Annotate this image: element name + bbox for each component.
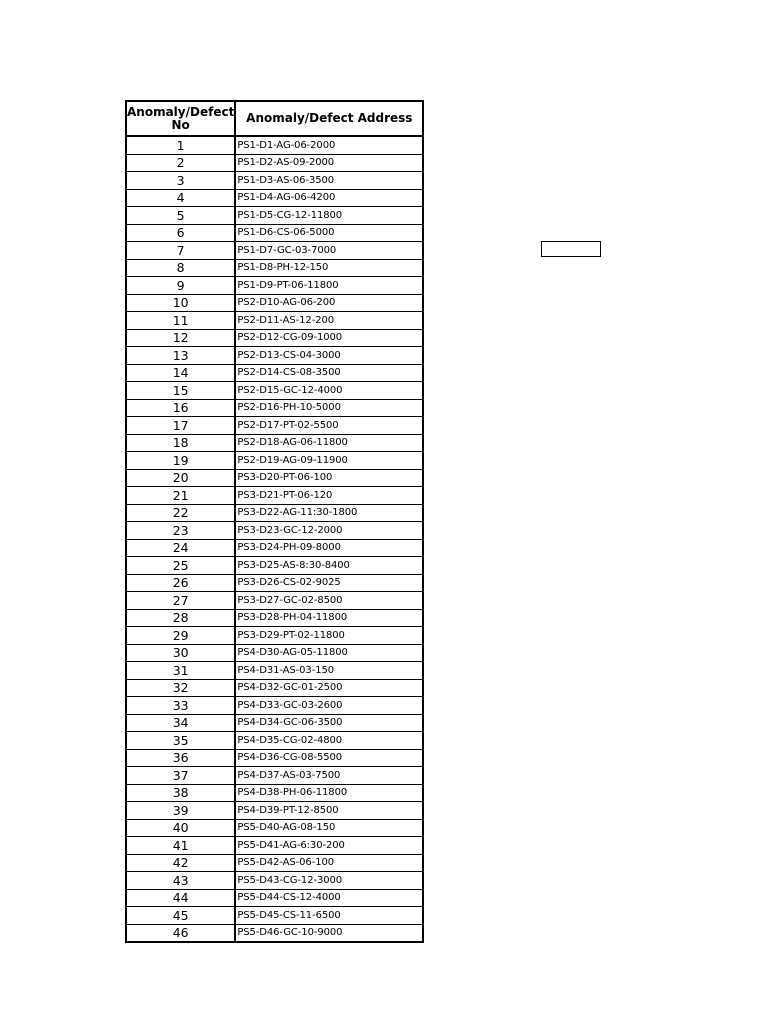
table-row xyxy=(126,837,423,855)
table-row xyxy=(126,539,423,557)
defect-address-cell: PS5-D44-CS-12-4000 xyxy=(235,889,423,907)
defect-number-cell: 13 xyxy=(126,347,235,365)
defect-number-cell: 37 xyxy=(126,767,235,785)
anomaly-defect-table xyxy=(125,100,424,943)
defect-address-cell: PS3-D22-AG-11:30-1800 xyxy=(235,504,423,522)
defect-number-cell: 24 xyxy=(126,539,235,557)
table-row xyxy=(126,294,423,312)
table-row xyxy=(126,889,423,907)
defect-address-cell: PS4-D36-CG-08-5500 xyxy=(235,749,423,767)
defect-address-cell: PS4-D37-AS-03-7500 xyxy=(235,767,423,785)
defect-address-cell: PS5-D42-AS-06-100 xyxy=(235,854,423,872)
defect-number-cell: 33 xyxy=(126,697,235,715)
defect-address-cell: PS3-D26-CS-02-9025 xyxy=(235,574,423,592)
defect-address-cell: PS2-D16-PH-10-5000 xyxy=(235,399,423,417)
defect-number-cell: 17 xyxy=(126,417,235,435)
defect-number-cell: 4 xyxy=(126,189,235,207)
defect-number-cell: 8 xyxy=(126,259,235,277)
table-row xyxy=(126,487,423,505)
defect-number-cell: 19 xyxy=(126,452,235,470)
defect-address-cell: PS2-D12-CG-09-1000 xyxy=(235,329,423,347)
table-row xyxy=(126,627,423,645)
defect-number-cell: 36 xyxy=(126,749,235,767)
defect-number-cell: 3 xyxy=(126,172,235,190)
defect-number-cell: 43 xyxy=(126,872,235,890)
defect-number-cell: 31 xyxy=(126,662,235,680)
defect-address-cell: PS3-D28-PH-04-11800 xyxy=(235,609,423,627)
defect-number-cell: 39 xyxy=(126,802,235,820)
defect-address-cell: PS1-D6-CS-06-5000 xyxy=(235,224,423,242)
defect-number-cell: 29 xyxy=(126,627,235,645)
defect-number-cell: 45 xyxy=(126,907,235,925)
defect-number-cell: 41 xyxy=(126,837,235,855)
defect-number-cell: 28 xyxy=(126,609,235,627)
table-body xyxy=(126,136,423,942)
table-row xyxy=(126,452,423,470)
defect-number-cell: 20 xyxy=(126,469,235,487)
table-row xyxy=(126,224,423,242)
empty-selected-cell[interactable] xyxy=(541,241,601,257)
defect-number-cell: 2 xyxy=(126,154,235,172)
table-row xyxy=(126,382,423,400)
table-row xyxy=(126,924,423,942)
defect-number-cell: 23 xyxy=(126,522,235,540)
defect-number-cell: 40 xyxy=(126,819,235,837)
defect-address-cell: PS2-D19-AG-09-11900 xyxy=(235,452,423,470)
defect-number-cell: 30 xyxy=(126,644,235,662)
defect-address-cell: PS2-D17-PT-02-5500 xyxy=(235,417,423,435)
defect-number-cell: 44 xyxy=(126,889,235,907)
table-row xyxy=(126,259,423,277)
table-row xyxy=(126,522,423,540)
defect-address-cell: PS1-D1-AG-06-2000 xyxy=(235,136,423,154)
table-row xyxy=(126,609,423,627)
defect-number-cell: 5 xyxy=(126,207,235,225)
defect-address-cell: PS1-D7-GC-03-7000 xyxy=(235,242,423,260)
defect-address-cell: PS3-D27-GC-02-8500 xyxy=(235,592,423,610)
defect-address-cell: PS2-D10-AG-06-200 xyxy=(235,294,423,312)
defect-address-cell: PS4-D39-PT-12-8500 xyxy=(235,802,423,820)
table-row xyxy=(126,732,423,750)
table-row xyxy=(126,819,423,837)
table-row xyxy=(126,347,423,365)
defect-address-cell: PS2-D15-GC-12-4000 xyxy=(235,382,423,400)
defect-address-cell: PS1-D3-AS-06-3500 xyxy=(235,172,423,190)
defect-address-cell: PS2-D18-AG-06-11800 xyxy=(235,434,423,452)
table-row xyxy=(126,854,423,872)
table-row xyxy=(126,714,423,732)
defect-address-cell: PS2-D11-AS-12-200 xyxy=(235,312,423,330)
defect-address-cell: PS3-D20-PT-06-100 xyxy=(235,469,423,487)
defect-number-cell: 35 xyxy=(126,732,235,750)
defect-number-cell: 26 xyxy=(126,574,235,592)
defect-number-cell: 42 xyxy=(126,854,235,872)
table-row xyxy=(126,697,423,715)
table-row xyxy=(126,907,423,925)
defect-address-cell: PS4-D30-AG-05-11800 xyxy=(235,644,423,662)
table-row xyxy=(126,154,423,172)
table-row xyxy=(126,802,423,820)
table-row xyxy=(126,207,423,225)
defect-address-cell: PS2-D14-CS-08-3500 xyxy=(235,364,423,382)
defect-number-cell: 10 xyxy=(126,294,235,312)
table-row xyxy=(126,662,423,680)
defect-address-cell: PS4-D31-AS-03-150 xyxy=(235,662,423,680)
defect-address-cell: PS4-D34-GC-06-3500 xyxy=(235,714,423,732)
table-row xyxy=(126,364,423,382)
defect-number-cell: 34 xyxy=(126,714,235,732)
defect-address-cell: PS5-D46-GC-10-9000 xyxy=(235,924,423,942)
defect-address-cell: PS2-D13-CS-04-3000 xyxy=(235,347,423,365)
defect-address-cell: PS5-D45-CS-11-6500 xyxy=(235,907,423,925)
defect-address-cell: PS3-D29-PT-02-11800 xyxy=(235,627,423,645)
defect-address-cell: PS5-D41-AG-6:30-200 xyxy=(235,837,423,855)
defect-address-cell: PS1-D9-PT-06-11800 xyxy=(235,277,423,295)
defect-number-cell: 12 xyxy=(126,329,235,347)
defect-number-cell: 18 xyxy=(126,434,235,452)
table-row xyxy=(126,872,423,890)
table-row xyxy=(126,277,423,295)
table-header-row xyxy=(126,101,423,136)
defect-address-cell: PS4-D33-GC-03-2600 xyxy=(235,697,423,715)
table-row xyxy=(126,434,423,452)
defect-address-cell: PS3-D25-AS-8:30-8400 xyxy=(235,557,423,575)
table-row xyxy=(126,767,423,785)
table-row xyxy=(126,469,423,487)
table-row xyxy=(126,592,423,610)
defect-address-cell: PS3-D21-PT-06-120 xyxy=(235,487,423,505)
defect-address-cell: PS1-D2-AS-09-2000 xyxy=(235,154,423,172)
table-row xyxy=(126,784,423,802)
defect-address-cell: PS5-D40-AG-08-150 xyxy=(235,819,423,837)
defect-number-cell: 7 xyxy=(126,242,235,260)
defect-number-cell: 6 xyxy=(126,224,235,242)
defect-address-cell: PS5-D43-CG-12-3000 xyxy=(235,872,423,890)
defect-number-cell: 16 xyxy=(126,399,235,417)
table-row xyxy=(126,644,423,662)
header-defect-address: Anomaly/Defect Address xyxy=(235,101,423,136)
defect-number-cell: 46 xyxy=(126,924,235,942)
table-row xyxy=(126,417,423,435)
table-row xyxy=(126,312,423,330)
table-row xyxy=(126,172,423,190)
defect-address-cell: PS1-D5-CG-12-11800 xyxy=(235,207,423,225)
table-row xyxy=(126,242,423,260)
defect-address-cell: PS4-D32-GC-01-2500 xyxy=(235,679,423,697)
defect-number-cell: 32 xyxy=(126,679,235,697)
table-row xyxy=(126,329,423,347)
defect-number-cell: 14 xyxy=(126,364,235,382)
defect-address-cell: PS3-D23-GC-12-2000 xyxy=(235,522,423,540)
defect-address-cell: PS3-D24-PH-09-8000 xyxy=(235,539,423,557)
table-row xyxy=(126,574,423,592)
table-row xyxy=(126,679,423,697)
table-row xyxy=(126,399,423,417)
defect-address-cell: PS4-D38-PH-06-11800 xyxy=(235,784,423,802)
defect-number-cell: 21 xyxy=(126,487,235,505)
table-row xyxy=(126,136,423,154)
table-row xyxy=(126,749,423,767)
defect-number-cell: 11 xyxy=(126,312,235,330)
header-defect-no: Anomaly/Defect No xyxy=(126,101,235,136)
defect-number-cell: 38 xyxy=(126,784,235,802)
table-row xyxy=(126,557,423,575)
defect-address-cell: PS1-D4-AG-06-4200 xyxy=(235,189,423,207)
defect-number-cell: 27 xyxy=(126,592,235,610)
defect-number-cell: 1 xyxy=(126,136,235,154)
table-row xyxy=(126,189,423,207)
defect-number-cell: 9 xyxy=(126,277,235,295)
defect-address-cell: PS1-D8-PH-12-150 xyxy=(235,259,423,277)
defect-number-cell: 15 xyxy=(126,382,235,400)
table-row xyxy=(126,504,423,522)
defect-address-cell: PS4-D35-CG-02-4800 xyxy=(235,732,423,750)
defect-number-cell: 25 xyxy=(126,557,235,575)
defect-number-cell: 22 xyxy=(126,504,235,522)
